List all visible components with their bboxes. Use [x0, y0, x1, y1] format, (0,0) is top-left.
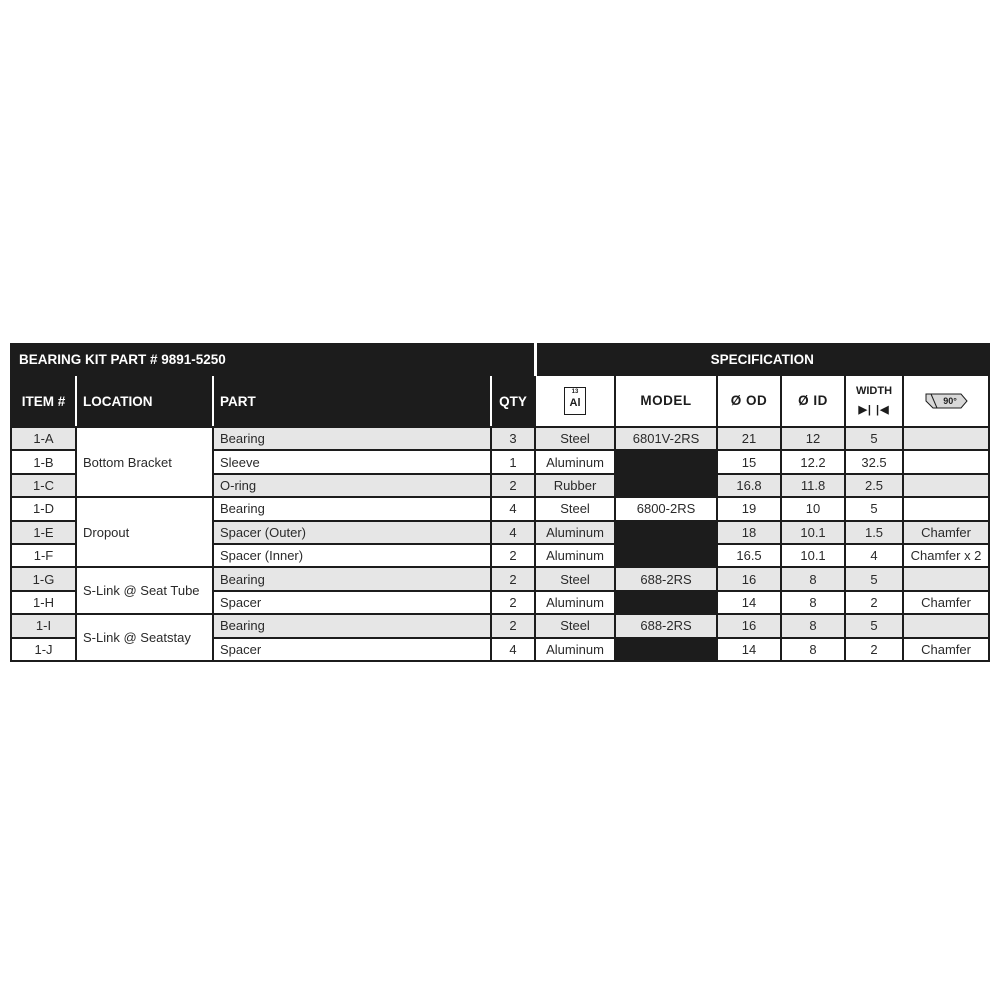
- chamfer-cell: [903, 450, 989, 473]
- part-cell: Bearing: [213, 427, 491, 450]
- model-cell-blank: [615, 638, 717, 661]
- element-number: 13: [571, 388, 579, 395]
- od-cell: 16: [717, 614, 781, 637]
- model-cell: 688-2RS: [615, 567, 717, 590]
- bearing-kit-table: [10, 343, 988, 662]
- item-cell: 1-C: [11, 474, 76, 497]
- model-cell-blank: [615, 450, 717, 497]
- col-outer-diameter: Ø OD: [717, 375, 781, 428]
- material-cell: Steel: [535, 497, 615, 520]
- material-cell: Aluminum: [535, 450, 615, 473]
- item-cell: 1-F: [11, 544, 76, 567]
- location-cell: Bottom Bracket: [76, 427, 213, 497]
- chamfer-angle-icon: [923, 389, 969, 413]
- col-qty: QTY: [491, 375, 535, 428]
- part-cell: Spacer: [213, 638, 491, 661]
- id-cell: 8: [781, 638, 845, 661]
- qty-cell: 4: [491, 521, 535, 544]
- model-cell-blank: [615, 591, 717, 614]
- item-cell: 1-E: [11, 521, 76, 544]
- qty-cell: 2: [491, 474, 535, 497]
- part-cell: O-ring: [213, 474, 491, 497]
- od-cell: 21: [717, 427, 781, 450]
- item-cell: 1-H: [11, 591, 76, 614]
- od-cell: 14: [717, 591, 781, 614]
- item-cell: 1-G: [11, 567, 76, 590]
- od-cell: 19: [717, 497, 781, 520]
- part-cell: Spacer (Inner): [213, 544, 491, 567]
- width-cell: 5: [845, 614, 903, 637]
- element-symbol: Al: [569, 396, 581, 409]
- width-cell: 5: [845, 567, 903, 590]
- od-cell: 14: [717, 638, 781, 661]
- od-cell: 16.5: [717, 544, 781, 567]
- id-cell: 12.2: [781, 450, 845, 473]
- material-cell: Aluminum: [535, 521, 615, 544]
- od-cell: 15: [717, 450, 781, 473]
- qty-cell: 4: [491, 497, 535, 520]
- qty-cell: 2: [491, 591, 535, 614]
- item-cell: 1-J: [11, 638, 76, 661]
- model-cell: 6800-2RS: [615, 497, 717, 520]
- chamfer-cell: [903, 474, 989, 497]
- col-width: [845, 375, 903, 428]
- width-cell: 2: [845, 591, 903, 614]
- model-cell: 6801V-2RS: [615, 427, 717, 450]
- item-cell: 1-B: [11, 450, 76, 473]
- location-cell: Dropout: [76, 497, 213, 567]
- part-cell: Spacer (Outer): [213, 521, 491, 544]
- location-cell: S-Link @ Seat Tube: [76, 567, 213, 614]
- col-model: MODEL: [615, 375, 717, 428]
- material-cell: Steel: [535, 427, 615, 450]
- table-row: [11, 427, 989, 450]
- part-cell: Bearing: [213, 614, 491, 637]
- material-cell: Rubber: [535, 474, 615, 497]
- qty-cell: 3: [491, 427, 535, 450]
- table-row: [11, 614, 989, 637]
- chamfer-cell: Chamfer: [903, 591, 989, 614]
- chamfer-cell: [903, 427, 989, 450]
- item-cell: 1-D: [11, 497, 76, 520]
- specification-title: SPECIFICATION: [535, 344, 989, 375]
- qty-cell: 1: [491, 450, 535, 473]
- chamfer-cell: Chamfer x 2: [903, 544, 989, 567]
- chamfer-cell: [903, 567, 989, 590]
- chamfer-cell: [903, 497, 989, 520]
- width-cell: 1.5: [845, 521, 903, 544]
- id-cell: 8: [781, 591, 845, 614]
- location-cell: S-Link @ Seatstay: [76, 614, 213, 661]
- chamfer-cell: Chamfer: [903, 638, 989, 661]
- id-cell: 8: [781, 614, 845, 637]
- part-cell: Bearing: [213, 567, 491, 590]
- id-cell: 12: [781, 427, 845, 450]
- part-cell: Bearing: [213, 497, 491, 520]
- col-chamfer: [903, 375, 989, 428]
- id-cell: 10: [781, 497, 845, 520]
- col-item: ITEM #: [11, 375, 76, 428]
- chamfer-angle-label: 90°: [943, 395, 957, 406]
- part-cell: Spacer: [213, 591, 491, 614]
- col-material: [535, 375, 615, 428]
- chamfer-cell: Chamfer: [903, 521, 989, 544]
- width-cell: 32.5: [845, 450, 903, 473]
- col-part: PART: [213, 375, 491, 428]
- material-cell: Steel: [535, 614, 615, 637]
- material-cell: Steel: [535, 567, 615, 590]
- od-cell: 16.8: [717, 474, 781, 497]
- width-arrows-icon: ▶| |◀: [858, 404, 890, 417]
- model-cell: 688-2RS: [615, 614, 717, 637]
- width-cell: 2.5: [845, 474, 903, 497]
- chamfer-cell: [903, 614, 989, 637]
- od-cell: 18: [717, 521, 781, 544]
- id-cell: 8: [781, 567, 845, 590]
- kit-title: BEARING KIT PART # 9891-5250: [11, 344, 535, 375]
- table-row: [11, 497, 989, 520]
- width-cell: 5: [845, 497, 903, 520]
- item-cell: 1-A: [11, 427, 76, 450]
- width-cell: 5: [845, 427, 903, 450]
- id-cell: 10.1: [781, 544, 845, 567]
- material-cell: Aluminum: [535, 591, 615, 614]
- model-cell-blank: [615, 521, 717, 568]
- qty-cell: 2: [491, 567, 535, 590]
- width-label: WIDTH: [855, 385, 893, 398]
- od-cell: 16: [717, 567, 781, 590]
- material-cell: Aluminum: [535, 638, 615, 661]
- aluminum-element-icon: [564, 387, 586, 415]
- material-cell: Aluminum: [535, 544, 615, 567]
- table-row: [11, 567, 989, 590]
- width-cell: 2: [845, 638, 903, 661]
- col-inner-diameter: Ø ID: [781, 375, 845, 428]
- qty-cell: 4: [491, 638, 535, 661]
- id-cell: 11.8: [781, 474, 845, 497]
- width-cell: 4: [845, 544, 903, 567]
- part-cell: Sleeve: [213, 450, 491, 473]
- col-location: LOCATION: [76, 375, 213, 428]
- qty-cell: 2: [491, 614, 535, 637]
- item-cell: 1-I: [11, 614, 76, 637]
- id-cell: 10.1: [781, 521, 845, 544]
- qty-cell: 2: [491, 544, 535, 567]
